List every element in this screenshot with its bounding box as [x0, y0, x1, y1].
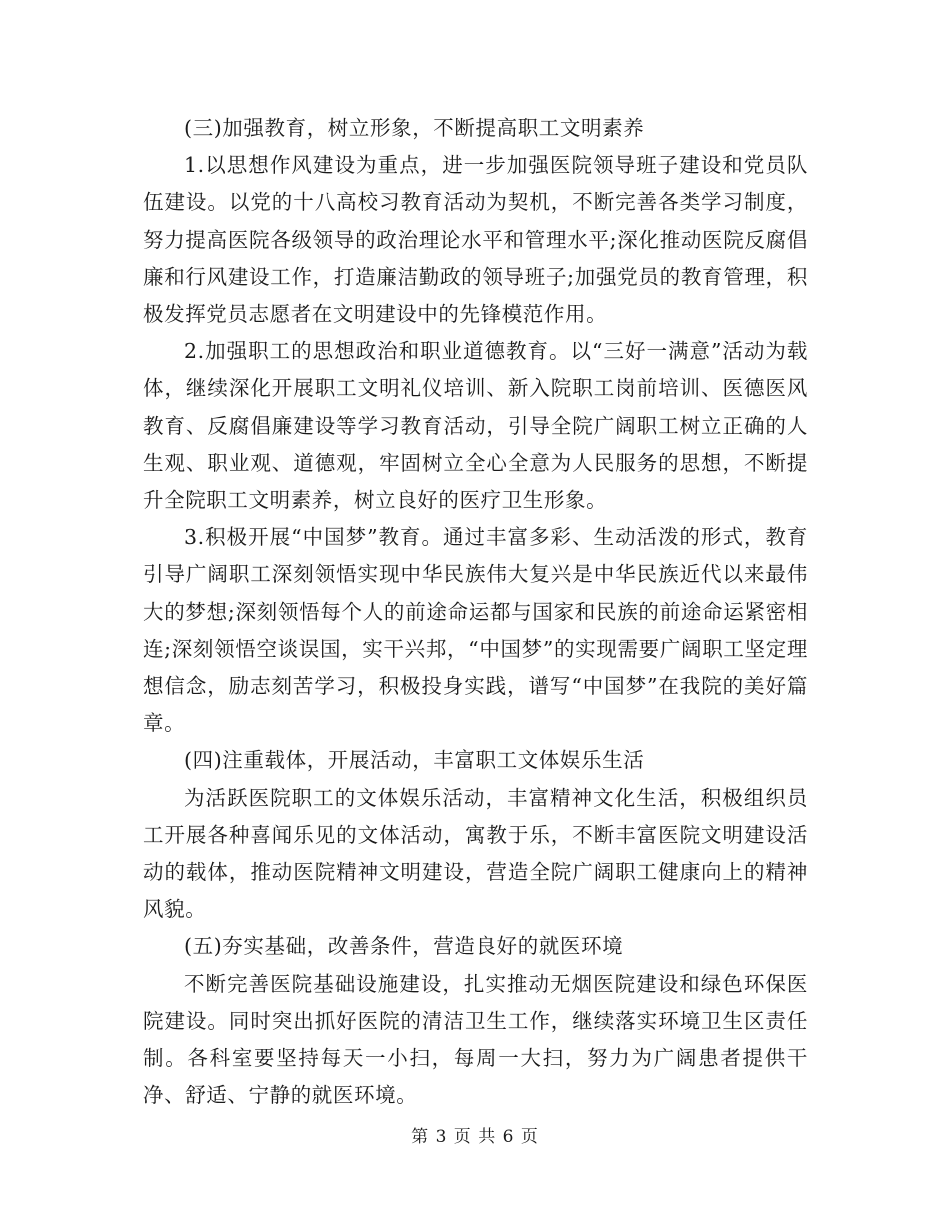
- paragraph-1: 1.以思想作风建设为重点，进一步加强医院领导班子建设和党员队伍建设。以党的十八高校习教育活动为契机，不断完善各类学习制度，努力提高医院各级领导的政治理论水平和管理水平;深化推动医院反腐倡廉和行风建设工作，打造廉洁勤政的领导班子;加强党员的教育管理，积极发挥党员志愿者在文明建设中的先锋模范作用。: [143, 153, 808, 327]
- section-heading-5: (五)夯实基础，改善条件，营造良好的就医环境: [184, 934, 624, 959]
- paragraph-4: 为活跃医院职工的文体娱乐活动，丰富精神文化生活，积极组织员工开展各种喜闻乐见的文体活动，寓教于乐，不断丰富医院文明建设活动的载体，推动医院精神文明建设，营造全院广阔职工健康向上的精神风貌。: [143, 785, 808, 922]
- document-body: [143, 110, 808, 1114]
- section-heading-4: (四)注重载体，开展活动，丰富职工文体娱乐生活: [184, 748, 645, 773]
- page-number-footer: 第 3 页 共 6 页: [411, 1127, 539, 1147]
- paragraph-2: 2.加强职工的思想政治和职业道德教育。以“三好一满意”活动为载体，继续深化开展职工文明礼仪培训、新入院职工岗前培训、医德医风教育、反腐倡廉建设等学习教育活动，引导全院广阔职工树立正确的人生观、职业观、道德观，牢固树立全心全意为人民服务的思想，不断提升全院职工文明素养，树立良好的医疗卫生形象。: [143, 339, 808, 513]
- paragraph-3: 3.积极开展“中国梦”教育。通过丰富多彩、生动活泼的形式，教育引导广阔职工深刻领悟实现中华民族伟大复兴是中华民族近代以来最伟大的梦想;深刻领悟每个人的前途命运都与国家和民族的前途命运紧密相连;深刻领悟空谈误国，实干兴邦，“中国梦”的实现需要广阔职工坚定理想信念，励志刻苦学习，积极投身实践，谱写“中国梦”在我院的美好篇章。: [143, 525, 808, 736]
- paragraph-5: 不断完善医院基础设施建设，扎实推动无烟医院建设和绿色环保医院建设。同时突出抓好医院的清洁卫生工作，继续落实环境卫生区责任制。各科室要坚持每天一小扫，每周一大扫，努力为广阔患者提供干净、舒适、宁静的就医环境。: [143, 971, 808, 1108]
- section-heading-3: (三)加强教育，树立形象，不断提高职工文明素养: [184, 116, 645, 140]
